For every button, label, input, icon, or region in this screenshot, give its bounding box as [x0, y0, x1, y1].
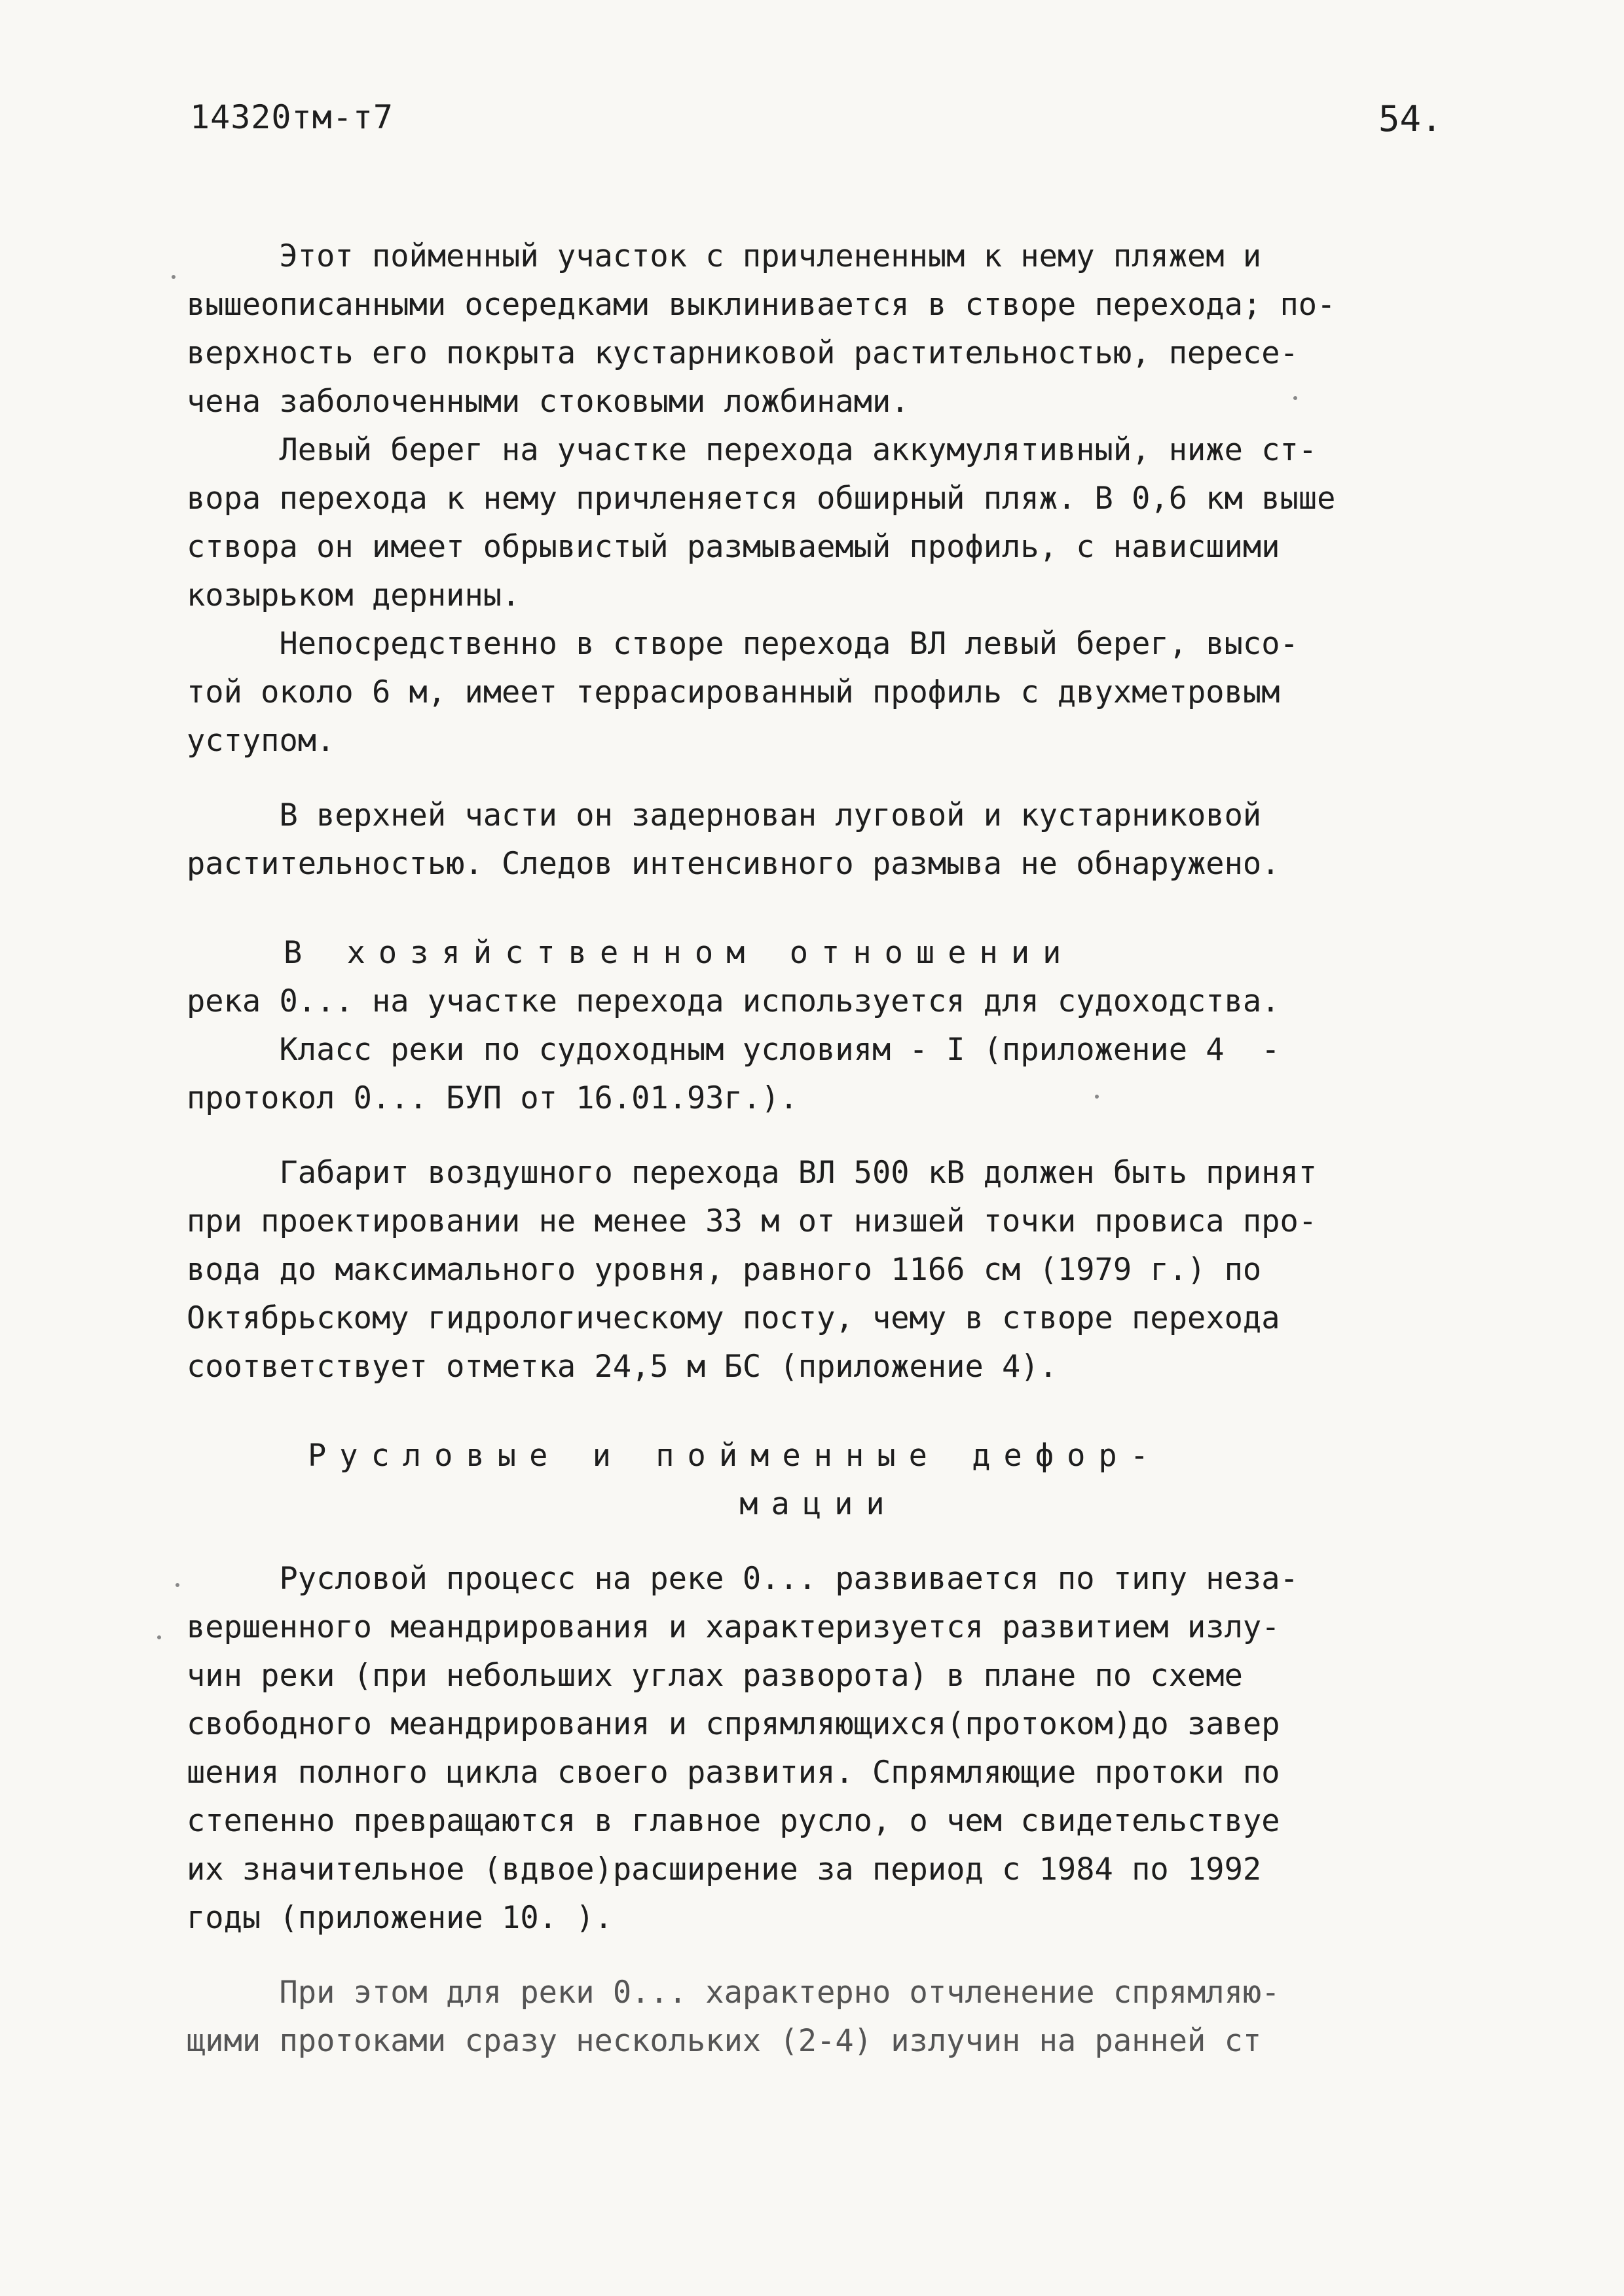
- section-economic: [187, 929, 1450, 1123]
- page-number: 54.: [1378, 98, 1443, 139]
- scan-speck: [1095, 1095, 1099, 1099]
- text-line: щими протоками сразу нескольких (2-4) излучин на ранней ст: [187, 2023, 1262, 2059]
- text-line: вершенного меандрирования и характеризуется развитием излу-: [187, 1609, 1280, 1645]
- text-line: протокол 0... БУП от 16.01.93г.).: [187, 1080, 798, 1116]
- scan-speck: [175, 1583, 179, 1587]
- text-line: Непосредственно в створе перехода ВЛ левый берег, высо-: [187, 626, 1299, 662]
- text-line: вышеописанными осередками выклинивается в створе перехода; по-: [187, 287, 1336, 323]
- paragraph-floodplain-section: [187, 232, 1450, 426]
- text-line: вора перехода к нему причленяется обширный пляж. В 0,6 км выше: [187, 481, 1336, 517]
- section-heading-economic: В хозяйственном отношении: [284, 935, 1075, 971]
- text-line: их значительное (вдвое)расширение за период с 1984 по 1992: [187, 1851, 1262, 1887]
- paragraph-vegetation: [187, 792, 1450, 888]
- text-line: шения полного цикла своего развития. Спрямляющие протоки по: [187, 1755, 1280, 1791]
- section-heading-deformations: Русловые и пойменные дефор-: [308, 1438, 1162, 1474]
- text-line: Левый берег на участке перехода аккумулятивный, ниже ст-: [187, 432, 1318, 468]
- text-line: створа он имеет обрывистый размываемый профиль, с нависшими: [187, 529, 1280, 565]
- paragraph-crossing-bank: [187, 620, 1450, 765]
- text-line: Октябрьскому гидрологическому посту, чему в створе перехода: [187, 1300, 1280, 1336]
- paragraph-clearance: [187, 1149, 1450, 1391]
- scan-speck: [1293, 396, 1297, 400]
- text-line: вода до максимального уровня, равного 1166 см (1979 г.) по: [187, 1252, 1262, 1288]
- text-line: река 0... на участке перехода используется для судоходства.: [187, 983, 1280, 1019]
- scan-speck: [172, 275, 175, 279]
- text-line: Габарит воздушного перехода ВЛ 500 кВ должен быть принят: [187, 1155, 1318, 1191]
- text-line: Русловой процесс на реке 0... развивается по типу неза-: [187, 1561, 1299, 1597]
- paragraph-meander-cutoff: [187, 1969, 1450, 2066]
- text-line: степенно превращаются в главное русло, о чем свидетельствуе: [187, 1803, 1280, 1839]
- document-code: 14320тм-т7: [190, 98, 394, 136]
- text-line: козырьком дернины.: [187, 577, 521, 613]
- text-line: В верхней части он задернован луговой и кустарниковой: [187, 797, 1262, 833]
- paragraph-left-bank: [187, 426, 1450, 620]
- paragraph-channel-process: [187, 1555, 1450, 1942]
- text-line: Этот пойменный участок с причлененным к нему пляжем и: [187, 238, 1262, 274]
- text-line: той около 6 м, имеет террасированный профиль с двухметровым: [187, 674, 1280, 710]
- text-line: верхность его покрыта кустарниковой растительностью, пересе-: [187, 335, 1299, 371]
- section-heading-deformations-cont: мации: [739, 1486, 898, 1522]
- text-line: соответствует отметка 24,5 м БС (приложение 4).: [187, 1349, 1058, 1385]
- text-line: растительностью. Следов интенсивного размыва не обнаружено.: [187, 846, 1280, 882]
- text-line: уступом.: [187, 723, 335, 759]
- text-line: годы (приложение 10. ).: [187, 1900, 613, 1936]
- section-deformations: [187, 1432, 1450, 2066]
- text-line: При этом для реки 0... характерно отчленение спрямляю-: [187, 1975, 1280, 2011]
- text-line: чена заболоченными стоковыми ложбинами.: [187, 384, 910, 420]
- document-body: [187, 232, 1450, 2066]
- text-line: Класс реки по судоходным условиям - I (приложение 4 -: [187, 1032, 1280, 1068]
- text-line: чин реки (при небольших углах разворота) в плане по схеме: [187, 1658, 1243, 1694]
- text-line: свободного меандрирования и спрямляющихся(протоком)до завер: [187, 1706, 1280, 1742]
- scan-speck: [157, 1635, 161, 1639]
- text-line: при проектировании не менее 33 м от низшей точки провиса про-: [187, 1203, 1318, 1239]
